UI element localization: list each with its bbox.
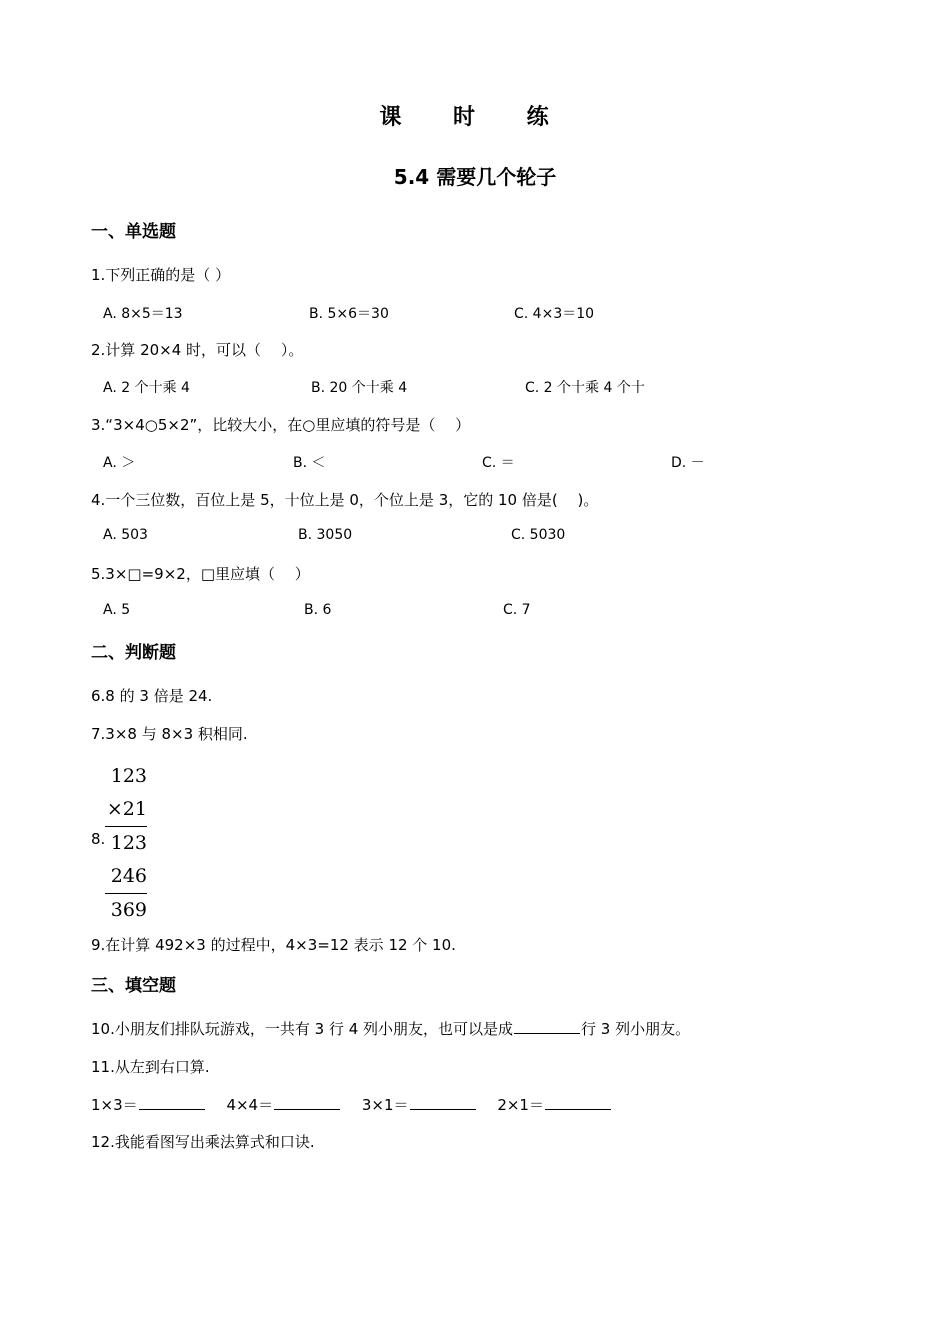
q11-item-3-blank[interactable]: [410, 1095, 476, 1110]
question-2: 2.计算 20×4 时，可以（ ）。: [91, 341, 304, 359]
section-heading-single-choice: 一、单选题: [91, 222, 176, 242]
question-1: 1.下列正确的是（ ）: [91, 266, 231, 284]
q11-item-1: [91, 1096, 206, 1114]
multiplicand: 123: [110, 765, 147, 787]
q11-item-3-expr: 3×1＝: [361, 1096, 409, 1114]
q3-option-c: C. ＝: [482, 455, 515, 471]
q11-item-4-expr: 2×1＝: [497, 1096, 544, 1114]
q2-option-a: A. 2 个十乘 4: [103, 380, 190, 396]
q1-option-a: A. 8×5＝13: [103, 306, 183, 322]
q5-option-a: A. 5: [103, 602, 131, 618]
question-11: 11.从左到右口算.: [91, 1058, 210, 1076]
q11-item-4: [497, 1096, 612, 1114]
q11-item-2-blank[interactable]: [274, 1095, 340, 1110]
q2-option-b: B. 20 个十乘 4: [311, 380, 408, 396]
q11-item-1-expr: 1×3＝: [91, 1096, 138, 1114]
q5-option-b: B. 6: [304, 602, 332, 618]
q3-option-a: A. ＞: [103, 455, 136, 471]
page-subtitle: 5.4 需要几个轮子: [393, 165, 557, 189]
section-heading-fill-blank: 三、填空题: [91, 976, 176, 996]
question-3: 3.“3×4○5×2”，比较大小，在○里应填的符号是（ ）: [91, 416, 471, 434]
multiplier: ×21: [106, 798, 147, 820]
question-10: [91, 1018, 690, 1039]
question-12: 12.我能看图写出乘法算式和口诀.: [91, 1133, 315, 1151]
vertical-multiplication: [105, 760, 147, 927]
q4-option-c: C. 5030: [511, 527, 566, 543]
q5-option-c: C. 7: [503, 602, 531, 618]
q10-text-before: 10.小朋友们排队玩游戏，一共有 3 行 4 列小朋友，也可以是成: [91, 1020, 514, 1038]
q4-option-b: B. 3050: [298, 527, 353, 543]
question-6: 6.8 的 3 倍是 24.: [91, 687, 213, 705]
q11-item-3: [362, 1096, 477, 1114]
question-8-number: 8.: [91, 830, 106, 848]
final-product: 369: [105, 893, 147, 927]
q4-option-a: A. 503: [103, 527, 148, 543]
question-9: 9.在计算 492×3 的过程中，4×3=12 表示 12 个 10.: [91, 936, 456, 954]
q1-option-b: B. 5×6＝30: [309, 306, 389, 322]
page-title: 课 时 练: [379, 105, 571, 130]
q3-option-b: B. ＜: [293, 455, 326, 471]
q2-option-c: C. 2 个十乘 4 个十: [525, 380, 645, 396]
q1-option-c: C. 4×3＝10: [514, 306, 595, 322]
q3-option-d: D. －: [671, 455, 705, 471]
section-heading-true-false: 二、判断题: [91, 643, 176, 663]
partial-product-1: 123: [105, 826, 147, 860]
partial-product-2: 246: [110, 865, 147, 887]
q11-item-4-blank[interactable]: [545, 1095, 611, 1110]
question-4: 4.一个三位数，百位上是 5，十位上是 0，个位上是 3，它的 10 倍是( )。: [91, 491, 599, 509]
q10-text-after: 行 3 列小朋友。: [581, 1020, 691, 1038]
q11-item-2-expr: 4×4＝: [226, 1096, 274, 1114]
q11-items-row: [91, 1094, 628, 1115]
q10-answer-blank[interactable]: [514, 1019, 580, 1034]
question-7: 7.3×8 与 8×3 积相同.: [91, 725, 248, 743]
q11-item-2: [226, 1096, 341, 1114]
question-5: 5.3×□=9×2，□里应填（ ）: [91, 565, 310, 583]
q11-item-1-blank[interactable]: [139, 1095, 205, 1110]
